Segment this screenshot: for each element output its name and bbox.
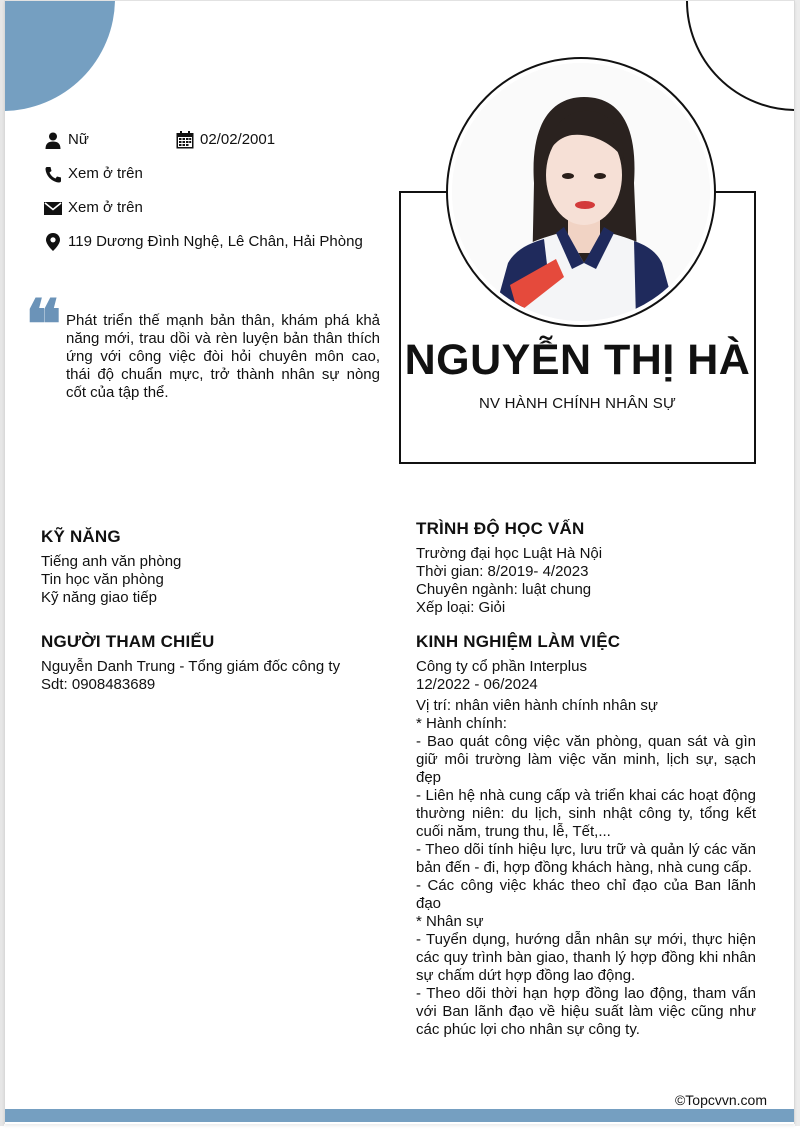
education-heading: TRÌNH ĐỘ HỌC VẤN (416, 519, 585, 538)
job-title: NV HÀNH CHÍNH NHÂN SỰ (478, 395, 677, 412)
reference-item: Nguyễn Danh Trung - Tổng giám đốc công ty (41, 658, 341, 675)
experience-detail: * Nhân sự (416, 913, 484, 930)
profile-photo (452, 63, 710, 321)
references-list (41, 658, 340, 694)
contact-email[interactable] (44, 199, 143, 217)
education-list (416, 545, 602, 617)
experience-heading: KINH NGHIỆM LÀM VIỆC (416, 632, 621, 651)
skill-item: Tin học văn phòng (41, 571, 164, 588)
education-item: Trường đại học Luật Hà Nội (416, 545, 603, 562)
candidate-name: NGUYỄN THỊ HÀ (404, 336, 751, 384)
references-heading: NGƯỜI THAM CHIẾU (41, 632, 215, 651)
education-item: Thời gian: 8/2019- 4/2023 (416, 563, 589, 580)
footer-bar (5, 1109, 795, 1122)
contact-phone[interactable] (44, 165, 143, 183)
skills-heading: KỸ NĂNG (41, 527, 121, 546)
experience-detail: - Bao quát công việc văn phòng, quan sát và gìn giữ môi trường làm việc văn minh, lịch sự, sạch đẹp (416, 733, 756, 786)
avatar (446, 57, 716, 327)
map-pin-icon (44, 233, 62, 251)
experience-period: 12/2022 - 06/2024 (416, 676, 538, 693)
contact-address (44, 233, 363, 251)
experience-company: Công ty cổ phần Interplus (416, 658, 587, 675)
quote-icon: ❝ (25, 285, 58, 365)
reference-item: Sdt: 0908483689 (41, 676, 156, 693)
education-item: Chuyên ngành: luật chung (416, 581, 592, 598)
cv-page (4, 0, 795, 1124)
decorative-blue-circle (4, 0, 115, 111)
experience-block (416, 658, 756, 1039)
experience-detail: * Hành chính: (416, 715, 507, 732)
skills-list (41, 553, 181, 607)
gender-value: Nữ (68, 131, 89, 148)
phone-icon (44, 165, 62, 183)
experience-detail: - Theo dõi thời hạn hợp đồng lao động, tham vấn với Ban lãnh đạo về hiệu suất làm việc cũng như các phúc lợi cho nhân sự công ty. (416, 985, 756, 1038)
birthday-value: 02/02/2001 (200, 131, 276, 148)
experience-detail: - Tuyển dụng, hướng dẫn nhân sự mới, thực hiện các quy trình bàn giao, thanh lý hợp đồng khi nhân sự chấm dứt hợp đồng lao động. (416, 931, 756, 984)
decorative-ring (686, 0, 795, 111)
user-icon (44, 131, 62, 149)
contact-gender (44, 131, 89, 149)
copyright-text: ©Topcvvn.com (674, 1092, 767, 1108)
email-value: Xem ở trên (68, 199, 143, 216)
career-objective: Phát triển thế mạnh bản thân, khám phá khả năng mới, trau dồi và rèn luyện bản thân thích ứng với công việc đòi hỏi chuyên môn cao, thái độ chuẩn mực, trở thành nhân sự nòng cốt của tập thể. (66, 312, 380, 401)
skill-item: Tiếng anh văn phòng (41, 553, 182, 570)
experience-position: Vị trí: nhân viên hành chính nhân sự (416, 697, 658, 714)
experience-detail: - Các công việc khác theo chỉ đạo của Ban lãnh đạo (416, 877, 756, 912)
contact-birthday (176, 131, 275, 149)
envelope-icon (44, 199, 62, 217)
experience-detail: - Liên hệ nhà cung cấp và triển khai các hoạt động thường niên: du lịch, sinh nhật công ty, tổng kết cuối năm, trung thu, lễ, Tết,... (416, 787, 756, 840)
address-value: 119 Dương Đình Nghệ, Lê Chân, Hải Phòng (68, 233, 363, 250)
skill-item: Kỹ năng giao tiếp (41, 589, 157, 606)
page-shadow-right (795, 0, 800, 1126)
calendar-icon (176, 131, 194, 149)
experience-detail: - Theo dõi tính hiệu lực, lưu trữ và quản lý các văn bản đến - đi, hợp đồng khách hàng, nhà cung cấp. (416, 841, 756, 876)
phone-value: Xem ở trên (68, 165, 143, 182)
education-item: Xếp loại: Giỏi (416, 599, 506, 616)
